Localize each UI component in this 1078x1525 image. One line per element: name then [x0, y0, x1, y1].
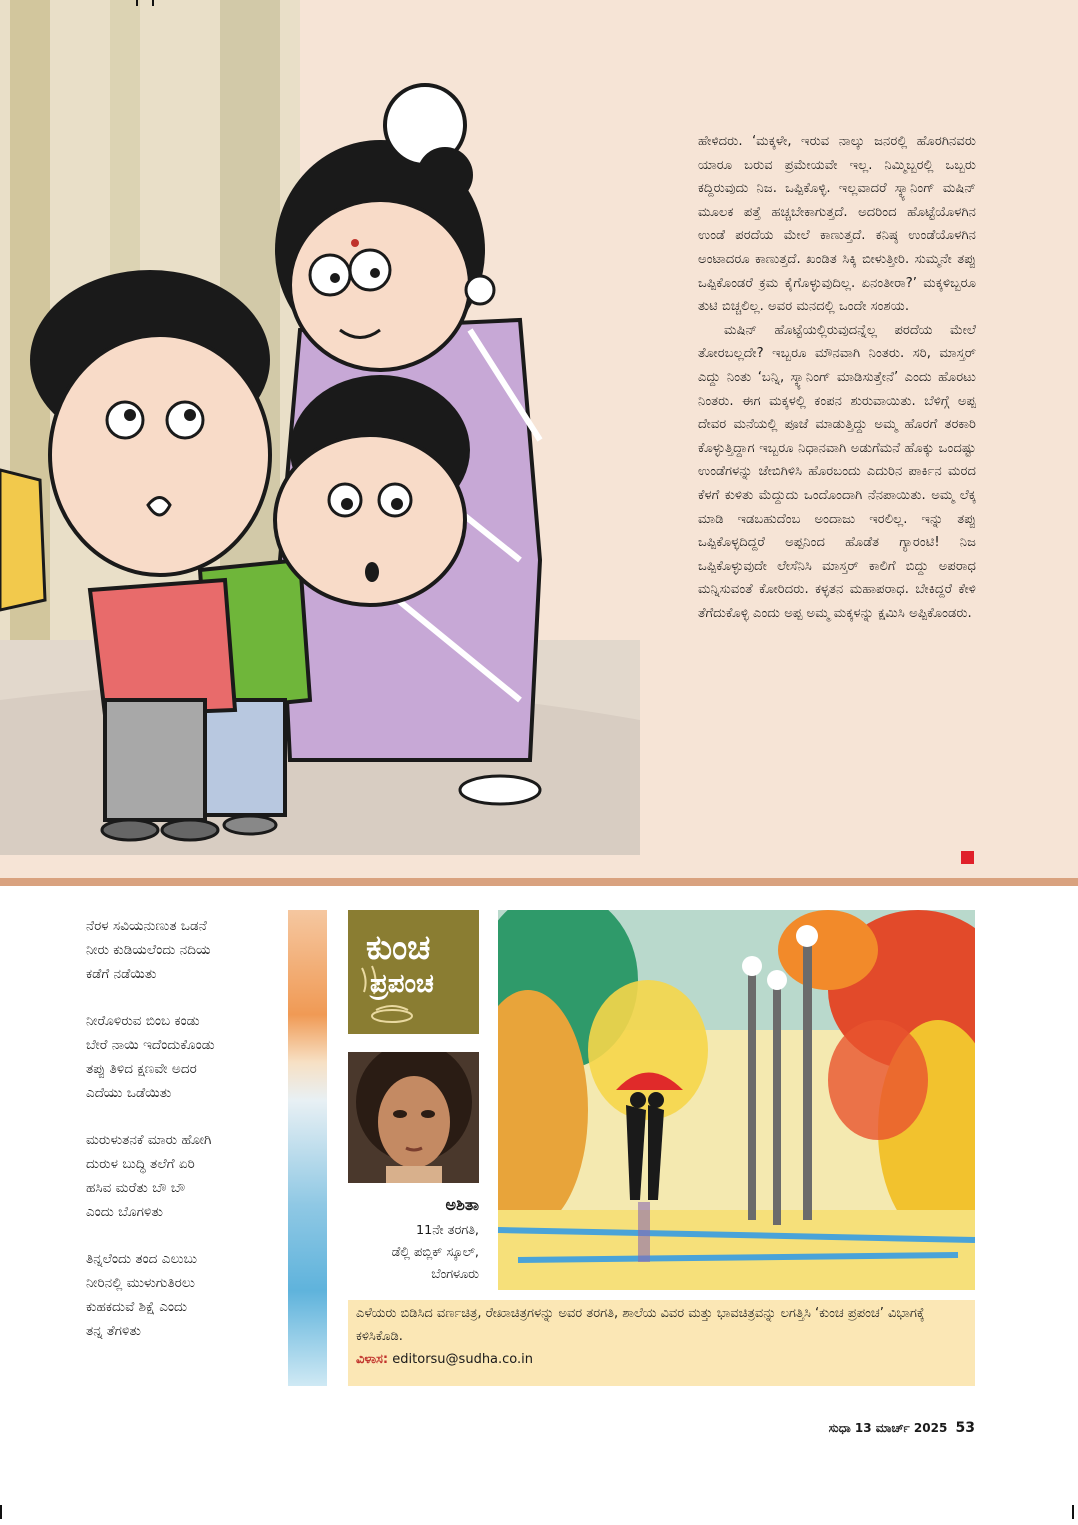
- poem-stanza: [86, 914, 281, 986]
- page-footer: [829, 1418, 975, 1438]
- address-label: ವಿಳಾಸ:: [356, 1352, 389, 1367]
- artist-details: [348, 1220, 479, 1286]
- poem-line: ಎಂದು ಬೊಗಳಿತು: [86, 1204, 163, 1220]
- poem: [86, 914, 281, 1366]
- poem-line: ನೀರೊಳಿರುವ ಬಿಂಬ ಕಂಡು: [86, 1013, 200, 1029]
- artist-photo: [348, 1052, 479, 1183]
- story-paragraph: ಮಷಿನ್ ಹೊಟ್ಟೆಯಲ್ಲಿರುವುದನ್ನೆಲ್ಲ ಪರದೆಯ ಮೇಲೆ ತೋರಬಲ್ಲದೇ? ಇಬ್ಬರೂ ಮೌನವಾಗಿ ನಿಂತರು. ಸರಿ, ಮಾಸ್ತರ್ ಎದ್ದು ನಿಂತು ‘ಬನ್ನಿ, ಸ್ಕ್ಯಾನಿಂಗ್ ಮಾಡಿಸುತ್ತೇನೆ’ ಎಂದು ಹೊರಟು ನಿಂತರು. ಈಗ ಮಕ್ಕಳಲ್ಲಿ ಕಂಪನ ಶುರುವಾಯಿತು. ಬೆಳಿಗ್ಗೆ ಅಪ್ಪ ದೇವರ ಮನೆಯಲ್ಲಿ ಪೂಜೆ ಮಾಡುತ್ತಿದ್ದು ಅಮ್ಮ ಹೊರಗೆ ತರಕಾರಿ ಕೊಳ್ಳುತ್ತಿದ್ದಾಗ ಇಬ್ಬರೂ ನಿಧಾನವಾಗಿ ಅಡುಗೆಮನೆ ಹೊಕ್ಕು ಒಂದಷ್ಟು ಉಂಡೆಗಳನ್ನು ಜೇಬಿಗಿಳಿಸಿ ಹೊರಬಂದು ಎದುರಿನ ಪಾರ್ಕಿನ ಮರದ ಕೆಳಗೆ ಕುಳಿತು ಮೆದ್ದುದು ಒಂದೊಂದಾಗಿ ನೆನಪಾಯಿತು. ಅಮ್ಮ ಲೆಕ್ಕ ಮಾಡಿ ಇಡಬಹುದೆಂಬ ಅಂದಾಜು ಇರಲಿಲ್ಲ. ಇನ್ನು ತಪ್ಪು ಒಪ್ಪಿಕೊಳ್ಳದಿದ್ದರೆ ಅಪ್ಪನಿಂದ ಹೊಡೆತ ಗ್ಯಾರಂಟಿ! ನಿಜ ಒಪ್ಪಿಕೊಳ್ಳುವುದೇ ಲೇಸೆನಿಸಿ ಮಾಸ್ತರ್ ಕಾಲಿಗೆ ಬಿದ್ದು ಅಪರಾಧ ಮನ್ನಿಸುವಂತೆ ಕೋರಿದರು. ಕಳ್ಳತನ ಮಹಾಪರಾಧ. ಬೇಕಿದ್ದರೆ ಕೇಳಿ ತೆಗೆದುಕೊಳ್ಳಿ ಎಂದು ಅಪ್ಪ ಅಮ್ಮ ಮಕ್ಕಳನ್ನು ಕ್ಷಮಿಸಿ ಅಪ್ಪಿಕೊಂಡರು.: [698, 322, 976, 621]
- submission-info-box: [348, 1300, 975, 1386]
- poem-stanza: [86, 1247, 281, 1343]
- decorative-artwork-strip: [288, 910, 327, 1386]
- end-of-story-mark: [961, 851, 974, 864]
- artist-name: ಅಶಿತಾ: [445, 1195, 479, 1214]
- poem-stanza: [86, 1128, 281, 1224]
- painting-image: [498, 910, 975, 1290]
- address-line: [356, 1348, 963, 1371]
- crop-mark: [152, 0, 154, 6]
- magazine-issue: ಸುಧಾ 13 ಮಾರ್ಚ್ 2025: [828, 1421, 948, 1435]
- poem-line: ತಪ್ಪು ತಿಳಿದ ಕ್ಷಣವೇ ಅದರ: [86, 1061, 197, 1077]
- crop-mark: [0, 1505, 2, 1519]
- poem-line: ಕಡೆಗೆ ನಡೆಯಿತು: [86, 966, 157, 982]
- artist-city: ಬೆಂಗಳೂರು: [431, 1267, 479, 1282]
- poem-line: ಬೇರೆ ನಾಯಿ ಇದೆಂದುಕೊಂಡು: [86, 1037, 215, 1053]
- poem-line: ತಿನ್ನಲೆಂದು ತಂದ ಎಲುಬು: [86, 1251, 198, 1267]
- submission-instructions: ಎಳೆಯರು ಬಿಡಿಸಿದ ವರ್ಣಚಿತ್ರ, ರೇಖಾಚಿತ್ರಗಳನ್ನು ಅವರ ತರಗತಿ, ಶಾಲೆಯ ವಿವರ ಮತ್ತು ಭಾವಚಿತ್ರವನ್ನು ಲಗತ್ತಿಸಿ ‘ಕುಂಚ ಪ್ರಪಂಚ’ ವಿಭಾಗಕ್ಕೆ ಕಳಿಸಿಕೊಡಿ.: [356, 1306, 925, 1344]
- logo-text-line2: ಪ್ರಪಂಚ: [370, 969, 434, 999]
- story-body: [698, 130, 976, 625]
- story-paragraph: ಹೇಳಿದರು. ‘ಮಕ್ಕಳೇ, ಇರುವ ನಾಲ್ಕು ಜನರಲ್ಲಿ ಹೊರಗಿನವರು ಯಾರೂ ಬರುವ ಪ್ರಮೇಯವೇ ಇಲ್ಲ. ನಿಮ್ಮಿಬ್ಬರಲ್ಲಿ ಒಬ್ಬರು ಕದ್ದಿರುವುದು ನಿಜ. ಒಪ್ಪಿಕೊಳ್ಳಿ. ಇಲ್ಲವಾದರೆ ಸ್ಕ್ಯಾನಿಂಗ್ ಮಷಿನ್ ಮೂಲಕ ಪತ್ತೆ ಹಚ್ಚಬೇಕಾಗುತ್ತದೆ. ಅದರಿಂದ ಹೊಟ್ಟೆಯೊಳಗಿನ ಉಂಡೆ ಪರದೆಯ ಮೇಲೆ ಕಾಣುತ್ತದೆ. ಕನಿಷ್ಠ ಉಂಡೆಯೊಳಗಿನ ಅಂಟಾದರೂ ಕಾಣುತ್ತದೆ. ಖಂಡಿತ ಸಿಕ್ಕಿ ಬೀಳುತ್ತೀರಿ. ಸುಮ್ಮನೇ ತಪ್ಪು ಒಪ್ಪಿಕೊಂಡರೆ ಕ್ರಮ ಕೈಗೊಳ್ಳುವುದಿಲ್ಲ. ಏನಂತೀರಾ?’ ಮಕ್ಕಳಿಬ್ಬರೂ ತುಟಿ ಬಿಚ್ಚಲಿಲ್ಲ. ಅವರ ಮನದಲ್ಲಿ ಒಂದೇ ಸಂಶಯ.: [698, 134, 976, 315]
- poem-stanza: [86, 1009, 281, 1105]
- poem-line: ಎದೆಯು ಒಡೆಯಿತು: [86, 1085, 172, 1101]
- poem-line: ನೆರಳ ಸವಿಯನುಣುತ ಒಡನೆ: [86, 918, 207, 934]
- poem-line: ನೀರು ಕುಡಿಯಲೆಂದು ನದಿಯ: [86, 942, 211, 958]
- page-number: 53: [955, 1420, 975, 1436]
- artist-school: ಡೆಲ್ಲಿ ಪಬ್ಲಿಕ್ ಸ್ಕೂಲ್,: [391, 1245, 479, 1260]
- poem-line: ನೀರಿನಲ್ಲಿ ಮುಳುಗುತಿರಲು: [86, 1275, 195, 1291]
- portrait-image: [348, 1052, 479, 1183]
- poem-line: ದುರುಳ ಬುದ್ಧಿ ತಲೆಗೆ ಏರಿ: [86, 1156, 195, 1172]
- poem-line: ಮರುಳುತನಕೆ ಮಾರು ಹೋಗಿ: [86, 1132, 212, 1148]
- poem-line: ಹಸಿವ ಮರೆತು ಬೌ ಬೌ: [86, 1180, 186, 1196]
- crop-mark: [1072, 1505, 1074, 1519]
- poem-line: ತನ್ನ ತೆಗಳಿತು: [86, 1323, 141, 1339]
- kuncha-prapancha-logo: [348, 910, 479, 1034]
- poem-line: ಕುಹಕದುವೆ ಶಿಕ್ಷೆ ಎಂದು: [86, 1299, 188, 1315]
- section-divider: [0, 878, 1078, 886]
- crop-mark: [136, 0, 138, 6]
- featured-painting: [498, 910, 975, 1290]
- logo-text-line1: ಕುಂಚ: [366, 928, 431, 968]
- email-address: editorsu@sudha.co.in: [392, 1352, 534, 1367]
- artist-class: 11ನೇ ತರಗತಿ,: [416, 1223, 479, 1238]
- cartoon-illustration: [0, 0, 640, 855]
